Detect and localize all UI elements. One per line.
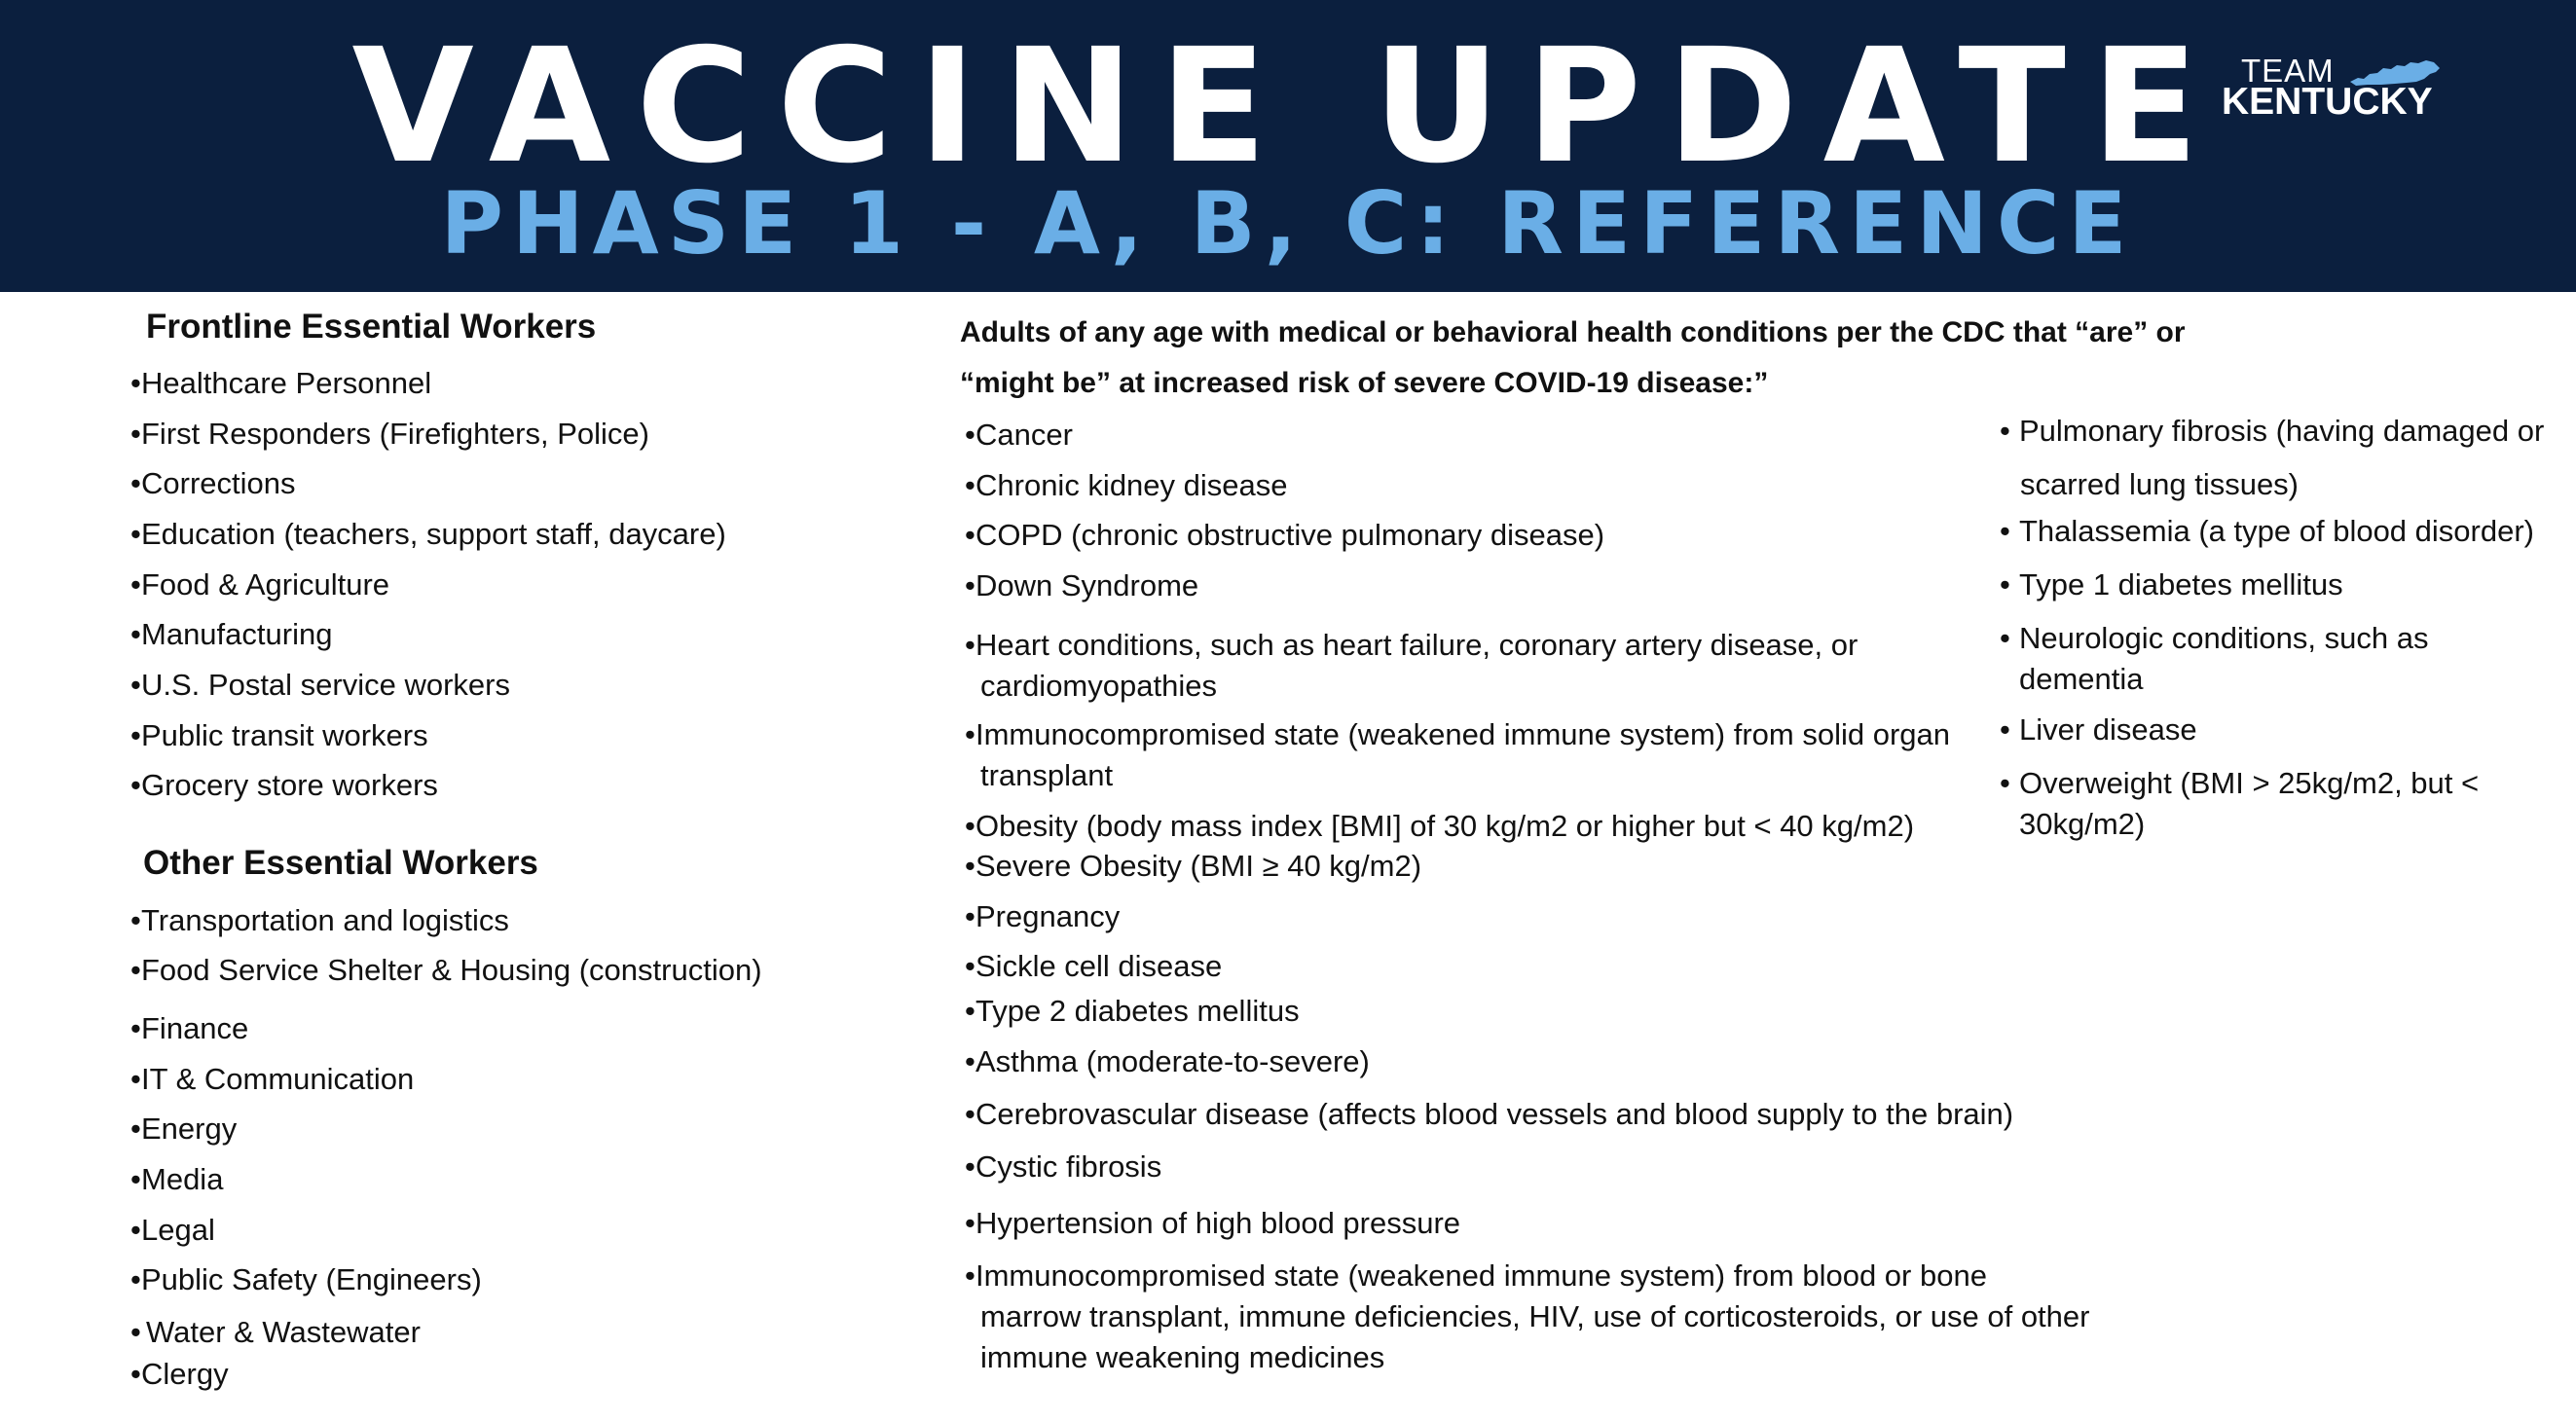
bullet-icon: • bbox=[965, 418, 975, 452]
frontline-heading: Frontline Essential Workers bbox=[146, 308, 597, 346]
other-item: •IT & Communication bbox=[130, 1059, 414, 1100]
other-item: •Media bbox=[130, 1159, 223, 1200]
bullet-icon: • bbox=[130, 466, 141, 500]
other-item: •Finance bbox=[130, 1008, 248, 1049]
bullet-icon: • bbox=[130, 718, 141, 752]
condition-item: • Neurologic conditions, such as dementia bbox=[2000, 618, 2428, 700]
frontline-item: •Education (teachers, support staff, daycare) bbox=[130, 514, 726, 555]
bullet-icon: • bbox=[965, 809, 975, 843]
conditions-intro-line2: “might be” at increased risk of severe COVID-19 disease:” bbox=[960, 367, 1769, 399]
other-item: •Transportation and logistics bbox=[130, 900, 509, 941]
bullet-icon: • bbox=[965, 628, 975, 662]
bullet-icon: • bbox=[130, 567, 141, 602]
bullet-icon: • bbox=[2000, 514, 2010, 548]
frontline-item: •U.S. Postal service workers bbox=[130, 665, 510, 706]
other-item: •Legal bbox=[130, 1210, 215, 1251]
bullet-icon: • bbox=[965, 899, 975, 933]
frontline-item: •Manufacturing bbox=[130, 614, 332, 655]
frontline-item: •Grocery store workers bbox=[130, 765, 438, 806]
condition-item: •Immunocompromised state (weakened immune system) from solid organ transplant bbox=[965, 714, 1950, 796]
condition-item: •Asthma (moderate-to-severe) bbox=[965, 1041, 1370, 1082]
bullet-icon: • bbox=[965, 568, 975, 602]
frontline-item: •Healthcare Personnel bbox=[130, 363, 431, 404]
condition-item: • Type 1 diabetes mellitus bbox=[2000, 565, 2343, 605]
condition-item: •Type 2 diabetes mellitus bbox=[965, 991, 1300, 1032]
bullet-icon: • bbox=[130, 1162, 141, 1196]
page-subtitle: PHASE 1 - A, B, C: REFERENCE bbox=[440, 173, 2136, 273]
condition-item: •Down Syndrome bbox=[965, 565, 1198, 606]
condition-item: •Heart conditions, such as heart failure, coronary artery disease, or cardiomyopathies bbox=[965, 625, 1858, 707]
conditions-intro-line1: Adults of any age with medical or behavioral health conditions per the CDC that “are” or bbox=[960, 316, 2186, 348]
logo-kentucky-text: KENTUCKY bbox=[2222, 81, 2433, 123]
bullet-icon: • bbox=[965, 717, 975, 751]
condition-item: • Thalassemia (a type of blood disorder) bbox=[2000, 511, 2534, 552]
bullet-icon: • bbox=[130, 1062, 141, 1096]
team-kentucky-logo bbox=[2218, 55, 2442, 123]
bullet-icon: • bbox=[2000, 766, 2010, 800]
bullet-icon: • bbox=[965, 849, 975, 883]
bullet-icon: • bbox=[130, 417, 141, 451]
bullet-icon: • bbox=[965, 949, 975, 983]
bullet-icon: • bbox=[130, 1262, 141, 1296]
bullet-icon: • bbox=[965, 994, 975, 1028]
bullet-icon: • bbox=[130, 517, 141, 551]
other-heading: Other Essential Workers bbox=[143, 844, 538, 882]
bullet-icon: • bbox=[130, 1357, 141, 1391]
condition-item: •COPD (chronic obstructive pulmonary disease) bbox=[965, 515, 1604, 556]
condition-item: •Hypertension of high blood pressure bbox=[965, 1203, 1460, 1244]
bullet-icon: • bbox=[2000, 621, 2010, 655]
other-item: • Water & Wastewater bbox=[130, 1312, 421, 1353]
bullet-icon: • bbox=[130, 903, 141, 937]
bullet-icon: • bbox=[965, 1258, 975, 1293]
bullet-icon: • bbox=[965, 1206, 975, 1240]
condition-item: •Obesity (body mass index [BMI] of 30 kg/m2 or higher but < 40 kg/m2) bbox=[965, 806, 1914, 847]
condition-item: •Sickle cell disease bbox=[965, 946, 1222, 987]
bullet-icon: • bbox=[965, 1149, 975, 1184]
frontline-item: •Corrections bbox=[130, 463, 296, 504]
condition-item: •Cerebrovascular disease (affects blood vessels and blood supply to the brain) bbox=[965, 1094, 2013, 1135]
frontline-item: •First Responders (Firefighters, Police) bbox=[130, 414, 649, 455]
bullet-icon: • bbox=[130, 617, 141, 651]
bullet-icon: • bbox=[965, 468, 975, 502]
condition-item: •Severe Obesity (BMI ≥ 40 kg/m2) bbox=[965, 846, 1421, 887]
condition-item: • Liver disease bbox=[2000, 710, 2197, 750]
bullet-icon: • bbox=[130, 768, 141, 802]
bullet-icon: • bbox=[130, 668, 141, 702]
bullet-icon: • bbox=[2000, 567, 2010, 602]
header-banner bbox=[0, 0, 2576, 292]
frontline-item: •Food & Agriculture bbox=[130, 565, 389, 605]
bullet-icon: • bbox=[130, 366, 141, 400]
logo-team-text: TEAM bbox=[2241, 53, 2335, 89]
condition-item: •Pregnancy bbox=[965, 896, 1120, 937]
bullet-icon: • bbox=[965, 1044, 975, 1078]
other-item: •Public Safety (Engineers) bbox=[130, 1259, 482, 1300]
bullet-icon: • bbox=[965, 1097, 975, 1131]
condition-item: •Cancer bbox=[965, 415, 1073, 456]
bullet-icon: • bbox=[130, 1011, 141, 1045]
condition-item: •Chronic kidney disease bbox=[965, 465, 1288, 506]
other-item: •Clergy bbox=[130, 1354, 229, 1395]
bullet-icon: • bbox=[965, 518, 975, 552]
bullet-icon: • bbox=[130, 1112, 141, 1146]
condition-item: •Cystic fibrosis bbox=[965, 1147, 1161, 1187]
condition-item: • Overweight (BMI > 25kg/m2, but < 30kg/m2) bbox=[2000, 763, 2479, 845]
bullet-icon: • bbox=[2000, 712, 2010, 747]
condition-item: •Immunocompromised state (weakened immune system) from blood or bone marrow transplant, immune deficiencies, HIV, use of corticosteroids, or use of other immune weakening medicines bbox=[965, 1256, 2089, 1378]
other-item: •Food Service Shelter & Housing (construction) bbox=[130, 950, 762, 991]
bullet-icon: • bbox=[2000, 414, 2010, 448]
other-item: •Energy bbox=[130, 1109, 237, 1149]
bullet-icon: • bbox=[130, 1213, 141, 1247]
condition-item: • Pulmonary fibrosis (having damaged or scarred lung tissues) bbox=[2000, 404, 2544, 511]
bullet-icon: • bbox=[130, 1315, 141, 1349]
frontline-item: •Public transit workers bbox=[130, 715, 428, 756]
bullet-icon: • bbox=[130, 953, 141, 987]
page-title: VACCINE UPDATE bbox=[351, 16, 2225, 199]
